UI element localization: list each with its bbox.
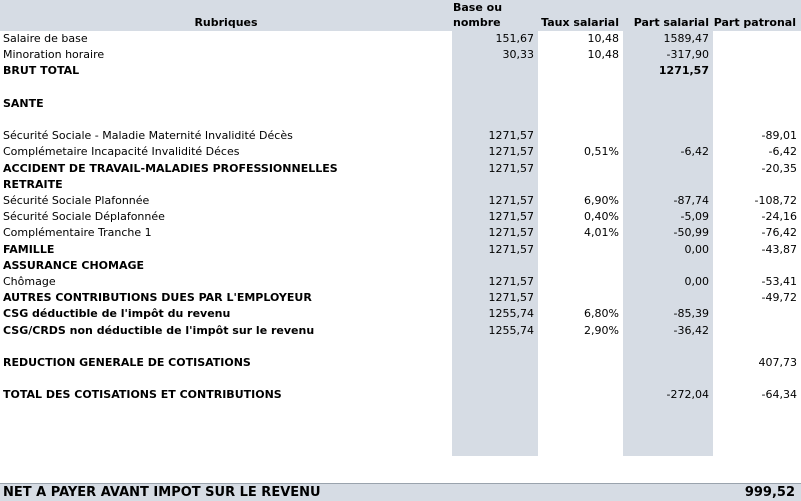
cell-part-salarial: -85,39 — [673, 307, 709, 321]
header-base-ou-nombre — [453, 0, 538, 30]
cell-taux: 10,48 — [587, 32, 619, 45]
net-a-payer-bar — [0, 483, 801, 501]
cell-part-patronal: -6,42 — [768, 145, 797, 159]
row-label: CSG déductible de l'impôt du revenu — [3, 307, 231, 321]
cell-part-patronal: -64,34 — [761, 388, 797, 402]
cell-taux: 4,01% — [584, 226, 619, 240]
table-row — [0, 355, 801, 371]
table-row — [0, 161, 801, 177]
cell-part-patronal: -76,42 — [761, 226, 797, 240]
table-row — [0, 225, 801, 241]
cell-part-salarial: -5,09 — [680, 210, 709, 224]
cell-part-patronal: -43,87 — [761, 242, 797, 256]
row-label: Sécurité Sociale - Maladie Maternité Invalidité Décès — [3, 129, 293, 143]
cell-part-salarial: 1589,47 — [663, 32, 709, 45]
cell-taux: 0,40% — [584, 210, 619, 224]
table-row — [0, 63, 801, 79]
table-row — [0, 177, 801, 193]
header-rubriques: Rubriques — [194, 16, 258, 29]
cell-taux: 6,90% — [584, 194, 619, 207]
cell-part-patronal: -89,01 — [761, 129, 797, 143]
row-label: ACCIDENT DE TRAVAIL-MALADIES PROFESSIONNELLES — [3, 161, 338, 175]
table-row — [0, 274, 801, 290]
cell-part-salarial: -272,04 — [666, 388, 709, 402]
row-label: Sécurité Sociale Plafonnée — [3, 194, 150, 207]
cell-part-patronal: -20,35 — [761, 161, 797, 175]
header-base-line2: nombre — [453, 16, 501, 29]
cell-base: 1271,57 — [488, 226, 534, 240]
cell-part-patronal: -24,16 — [761, 210, 797, 224]
row-label: Salaire de base — [3, 32, 88, 45]
header-part-patronal: Part patronal — [713, 16, 796, 29]
cell-base: 1271,57 — [488, 210, 534, 224]
net-a-payer-label: NET A PAYER AVANT IMPOT SUR LE REVENU — [3, 485, 321, 500]
row-label: BRUT TOTAL — [3, 64, 80, 78]
table-row — [0, 371, 801, 387]
table-row — [0, 242, 801, 258]
cell-base: 1271,57 — [488, 291, 534, 305]
cell-part-salarial: -87,74 — [673, 194, 709, 207]
row-label: Complémentaire Tranche 1 — [3, 226, 152, 240]
table-row — [0, 47, 801, 63]
cell-part-salarial: -50,99 — [673, 226, 709, 240]
row-label: AUTRES CONTRIBUTIONS DUES PAR L'EMPLOYEUR — [3, 291, 312, 305]
row-label: ASSURANCE CHOMAGE — [3, 258, 145, 272]
header-part-salarial: Part salarial — [633, 16, 709, 29]
cell-base: 1271,57 — [488, 161, 534, 175]
cell-part-patronal: -49,72 — [761, 291, 797, 305]
row-label: TOTAL DES COTISATIONS ET CONTRIBUTIONS — [3, 388, 282, 402]
cell-part-salarial: -317,90 — [666, 48, 709, 62]
table-row — [0, 323, 801, 339]
table-row — [0, 387, 801, 403]
cell-part-salarial: 0,00 — [684, 275, 709, 288]
cell-part-patronal: -53,41 — [761, 275, 797, 288]
cell-part-salarial: -6,42 — [680, 145, 709, 159]
table-row — [0, 339, 801, 355]
table-row — [0, 209, 801, 225]
cell-part-salarial: 0,00 — [684, 242, 709, 256]
table-row — [0, 290, 801, 306]
row-label: RETRAITE — [3, 177, 63, 191]
cell-taux: 10,48 — [587, 48, 619, 62]
table-row — [0, 80, 801, 96]
row-label: Complémetaire Incapacité Invalidité Déces — [3, 145, 240, 159]
table-row — [0, 306, 801, 322]
table-row — [0, 258, 801, 274]
row-label: Minoration horaire — [3, 48, 105, 62]
cell-part-salarial: 1271,57 — [658, 64, 709, 78]
row-label: REDUCTION GENERALE DE COTISATIONS — [3, 356, 251, 369]
cell-taux: 6,80% — [584, 307, 619, 321]
row-label: SANTE — [3, 96, 44, 110]
header-base-line1: Base ou — [453, 1, 503, 14]
cell-base: 1271,57 — [488, 145, 534, 159]
table-row — [0, 144, 801, 160]
row-label: Chômage — [3, 275, 56, 288]
cell-base: 1255,74 — [488, 323, 534, 337]
cell-base: 1271,57 — [488, 275, 534, 288]
row-label: Sécurité Sociale Déplafonnée — [3, 210, 165, 224]
cell-base: 30,33 — [502, 48, 534, 62]
header-taux-salarial: Taux salarial — [541, 16, 619, 29]
cell-taux: 0,51% — [584, 145, 619, 159]
cell-taux: 2,90% — [584, 323, 619, 337]
cell-part-patronal: -108,72 — [754, 194, 797, 207]
cell-base: 1271,57 — [488, 129, 534, 143]
cell-base: 1271,57 — [488, 194, 534, 207]
cell-part-patronal: 407,73 — [758, 356, 797, 369]
table-row — [0, 96, 801, 112]
cell-base: 1255,74 — [488, 307, 534, 321]
net-a-payer-value: 999,52 — [744, 485, 795, 500]
cell-base: 1271,57 — [488, 242, 534, 256]
table-row — [0, 31, 801, 47]
table-row — [0, 193, 801, 209]
row-label: FAMILLE — [3, 242, 55, 256]
table-row — [0, 112, 801, 128]
row-label: CSG/CRDS non déductible de l'impôt sur le revenu — [3, 323, 315, 337]
cell-part-salarial: -36,42 — [673, 323, 709, 337]
table-row — [0, 128, 801, 144]
cell-base: 151,67 — [495, 32, 534, 45]
